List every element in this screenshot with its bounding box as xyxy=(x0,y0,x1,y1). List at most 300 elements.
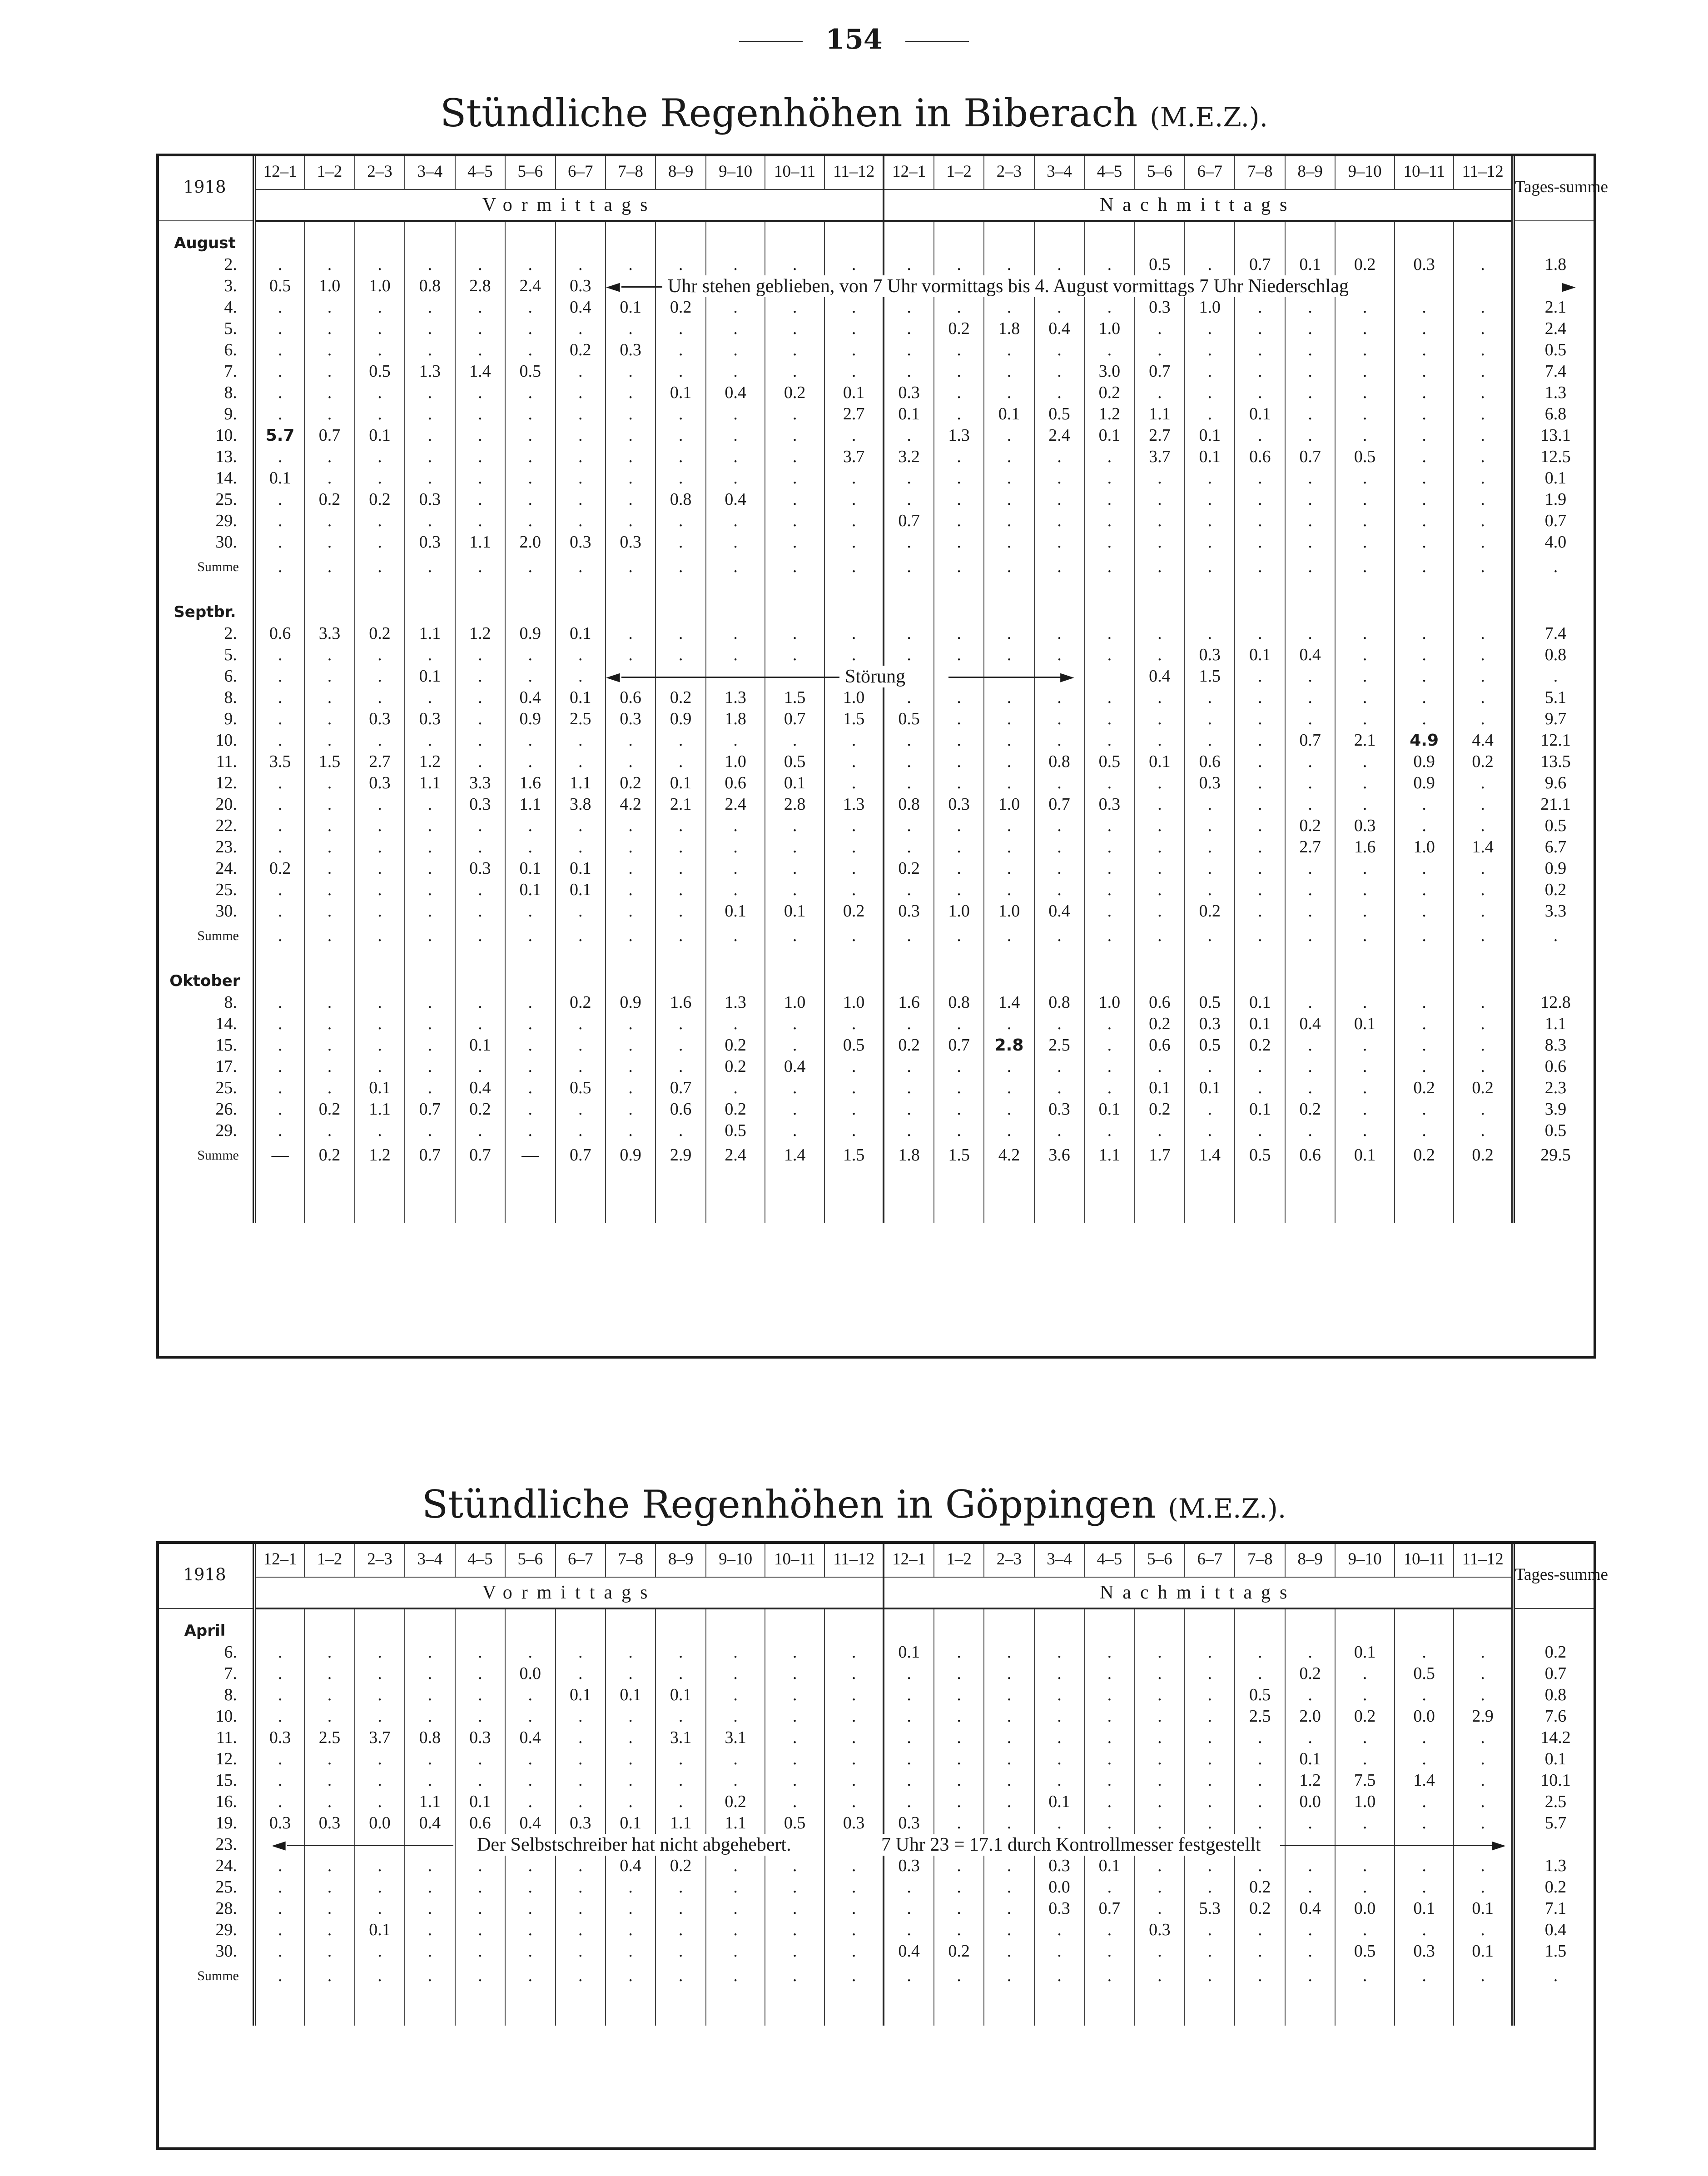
rain-cell xyxy=(1084,666,1134,687)
hour-header-pm: 12–1 xyxy=(884,154,933,189)
rain-cell: . xyxy=(1395,1748,1454,1770)
rain-cell: . xyxy=(1084,1035,1134,1056)
table-row xyxy=(157,1013,1596,1035)
table-row xyxy=(157,339,1596,361)
rain-cell: . xyxy=(706,254,765,275)
rain-cell: 0.6 xyxy=(655,1099,705,1120)
rain-cell: . xyxy=(1135,1855,1185,1877)
sum-cell: . xyxy=(934,922,984,949)
rain-cell: . xyxy=(934,751,984,772)
rain-cell: . xyxy=(606,901,655,922)
rain-cell: . xyxy=(884,532,933,553)
rain-cell: . xyxy=(1454,1919,1513,1941)
sum-cell: 0.2 xyxy=(1395,1141,1454,1169)
rain-cell: 0.1 xyxy=(884,403,933,425)
rain-cell: . xyxy=(405,837,455,858)
rain-cell: . xyxy=(706,815,765,837)
hour-header-pm: 5–6 xyxy=(1135,1541,1185,1577)
sum-cell: . xyxy=(884,1962,933,1989)
table-title-goeppingen: Stündliche Regenhöhen in Göppingen (M.E.Z.). xyxy=(422,1482,1286,1527)
rain-cell: . xyxy=(1395,1013,1454,1035)
sum-label: Summe xyxy=(197,1968,239,1983)
rain-cell: . xyxy=(1285,468,1335,489)
rain-cell: . xyxy=(254,1855,304,1877)
rain-cell: 2.8 xyxy=(765,794,824,815)
daily-total-cell: 0.6 xyxy=(1513,1056,1596,1077)
rain-cell: . xyxy=(884,623,933,644)
rain-cell: . xyxy=(606,1077,655,1099)
rain-cell: 0.8 xyxy=(405,275,455,297)
rain-cell: . xyxy=(556,489,606,510)
rain-cell: 0.1 xyxy=(1454,1941,1513,1962)
sum-label: Summe xyxy=(197,559,239,574)
rain-cell: . xyxy=(984,1941,1034,1962)
sum-cell: . xyxy=(355,553,405,580)
rain-cell: . xyxy=(1235,1791,1285,1813)
rain-cell: . xyxy=(884,1056,933,1077)
rain-cell: . xyxy=(304,879,354,901)
table-row xyxy=(157,254,1596,275)
rain-cell: . xyxy=(884,772,933,794)
rain-cell: . xyxy=(934,1120,984,1141)
rain-cell: . xyxy=(765,1642,824,1663)
rain-cell: . xyxy=(1285,403,1335,425)
rain-cell: . xyxy=(1185,730,1235,751)
rain-cell: . xyxy=(505,1099,555,1120)
rain-cell: . xyxy=(455,297,505,318)
rain-cell: . xyxy=(934,815,984,837)
rain-cell: . xyxy=(824,1120,884,1141)
rain-cell: 0.5 xyxy=(1185,992,1235,1013)
rain-cell: . xyxy=(1185,858,1235,879)
rain-cell: . xyxy=(254,1877,304,1898)
rain-cell: . xyxy=(254,666,304,687)
rain-cell: 2.7 xyxy=(1285,837,1335,858)
rain-cell: . xyxy=(455,403,505,425)
rain-cell: 1.2 xyxy=(1285,1770,1335,1791)
rain-cell: . xyxy=(1395,1877,1454,1898)
hour-header-pm: 4–5 xyxy=(1084,154,1134,189)
daily-total-cell: 12.8 xyxy=(1513,992,1596,1013)
rain-cell: . xyxy=(706,858,765,879)
rain-cell: . xyxy=(765,1791,824,1813)
daily-total-cell: 3.3 xyxy=(1513,901,1596,922)
daily-total-cell: 0.2 xyxy=(1513,1877,1596,1898)
rain-cell: . xyxy=(304,730,354,751)
rain-cell: . xyxy=(934,1013,984,1035)
rain-cell: . xyxy=(455,815,505,837)
rain-cell: 0.5 xyxy=(1395,1663,1454,1684)
rain-cell: . xyxy=(1135,510,1185,532)
rain-cell: . xyxy=(1135,772,1185,794)
rain-cell: . xyxy=(824,772,884,794)
year-label: 1918 xyxy=(157,154,254,221)
rain-cell: . xyxy=(556,425,606,446)
rain-cell: . xyxy=(655,751,705,772)
period-header-row xyxy=(157,189,1596,221)
rain-cell: . xyxy=(884,1663,933,1684)
rain-cell: 0.9 xyxy=(505,623,555,644)
rain-cell: . xyxy=(505,1684,555,1706)
rain-cell: . xyxy=(254,772,304,794)
rain-cell: . xyxy=(1335,1099,1395,1120)
rain-cell: 1.1 xyxy=(405,623,455,644)
rain-cell: . xyxy=(606,1941,655,1962)
rain-cell: . xyxy=(1135,879,1185,901)
rain-cell: . xyxy=(1395,318,1454,339)
rain-cell: 1.1 xyxy=(655,1813,705,1834)
rain-cell: 0.1 xyxy=(1235,644,1285,666)
rain-cell: . xyxy=(556,1855,606,1877)
rain-cell: . xyxy=(984,879,1034,901)
rain-cell: . xyxy=(1285,1877,1335,1898)
rain-cell: 1.0 xyxy=(1395,837,1454,858)
rain-cell: . xyxy=(1454,489,1513,510)
rain-cell: 1.1 xyxy=(505,794,555,815)
rain-cell: 0.2 xyxy=(655,1855,705,1877)
rain-cell: . xyxy=(884,730,933,751)
rain-cell: . xyxy=(884,254,933,275)
rain-cell: . xyxy=(934,446,984,468)
table-row xyxy=(157,361,1596,382)
rain-cell: . xyxy=(1235,1941,1285,1962)
rain-cell: . xyxy=(765,1706,824,1727)
rain-cell: 0.2 xyxy=(355,489,405,510)
rain-cell: . xyxy=(1335,1855,1395,1877)
rain-cell: . xyxy=(455,318,505,339)
rain-cell: . xyxy=(1084,1919,1134,1941)
rain-cell: . xyxy=(884,318,933,339)
rain-cell: . xyxy=(606,1120,655,1141)
rain-cell: . xyxy=(984,1663,1034,1684)
rain-cell: . xyxy=(1185,1056,1235,1077)
rain-cell: 0.4 xyxy=(455,1077,505,1099)
rain-cell: 0.7 xyxy=(304,425,354,446)
rain-cell: . xyxy=(355,254,405,275)
rain-cell: . xyxy=(1185,1855,1235,1877)
rain-cell: . xyxy=(405,1919,455,1941)
rain-cell: . xyxy=(254,1791,304,1813)
rain-cell: 1.0 xyxy=(824,687,884,708)
rain-cell: . xyxy=(765,468,824,489)
hour-header-am: 11–12 xyxy=(824,154,884,189)
rain-cell: 0.7 xyxy=(765,708,824,730)
rain-cell: . xyxy=(606,254,655,275)
rain-cell: 0.4 xyxy=(505,1727,555,1748)
rain-cell: 0.9 xyxy=(606,992,655,1013)
rain-cell: . xyxy=(765,489,824,510)
rain-cell: . xyxy=(824,1642,884,1663)
rain-cell: . xyxy=(1395,382,1454,403)
day-label: 6. xyxy=(224,1643,237,1662)
rain-cell: . xyxy=(254,361,304,382)
rain-cell: . xyxy=(706,1877,765,1898)
rain-cell: . xyxy=(934,708,984,730)
rain-cell: 0.6 xyxy=(1135,992,1185,1013)
rain-cell: . xyxy=(254,446,304,468)
rain-cell: . xyxy=(765,815,824,837)
daily-total-cell: 0.8 xyxy=(1513,1684,1596,1706)
rain-cell: . xyxy=(1285,382,1335,403)
rain-cell: . xyxy=(1084,1941,1134,1962)
rain-cell: 0.5 xyxy=(1084,751,1134,772)
table-row xyxy=(157,1099,1596,1120)
rain-cell: 0.3 xyxy=(1135,297,1185,318)
rain-cell: . xyxy=(304,1706,354,1727)
rain-cell: . xyxy=(355,901,405,922)
rain-cell: . xyxy=(984,1791,1034,1813)
rain-cell: 1.1 xyxy=(405,772,455,794)
rain-cell: . xyxy=(934,532,984,553)
arrow-left-icon: ◄ xyxy=(606,666,620,687)
rain-cell: 0.8 xyxy=(884,794,933,815)
rain-cell: . xyxy=(655,1877,705,1898)
rain-cell: 1.0 xyxy=(934,901,984,922)
daily-total-cell xyxy=(1513,1834,1596,1855)
rain-cell: . xyxy=(1454,901,1513,922)
rain-cell: . xyxy=(984,1056,1034,1077)
rain-cell: . xyxy=(884,1791,933,1813)
note-arrow-line xyxy=(948,677,1062,678)
sum-cell: 0.9 xyxy=(606,1141,655,1169)
table-row xyxy=(157,1748,1596,1770)
sum-cell: . xyxy=(1454,922,1513,949)
rain-cell: . xyxy=(706,446,765,468)
rain-cell: 2.5 xyxy=(1034,1035,1084,1056)
rain-cell: 1.0 xyxy=(1185,297,1235,318)
rain-cell: . xyxy=(1335,339,1395,361)
rain-cell: . xyxy=(355,730,405,751)
rain-cell: . xyxy=(355,1748,405,1770)
rain-cell: . xyxy=(405,1642,455,1663)
rain-cell: 0.1 xyxy=(655,382,705,403)
rain-cell: 1.8 xyxy=(984,318,1034,339)
rain-cell: 0.5 xyxy=(1034,403,1084,425)
biberach-rainfall-table xyxy=(156,154,1608,1223)
rain-cell: 0.2 xyxy=(706,1035,765,1056)
rain-cell: . xyxy=(254,1663,304,1684)
sum-cell: 1.8 xyxy=(884,1141,933,1169)
sum-cell: . xyxy=(984,922,1034,949)
rain-cell: 0.2 xyxy=(884,1035,933,1056)
day-label: 9. xyxy=(224,709,237,728)
rain-cell: . xyxy=(1084,623,1134,644)
rain-cell: . xyxy=(254,403,304,425)
rain-cell: . xyxy=(556,1013,606,1035)
hour-header-pm: 7–8 xyxy=(1235,1541,1285,1577)
rain-cell: . xyxy=(405,879,455,901)
rain-cell: . xyxy=(355,1770,405,1791)
rain-cell: . xyxy=(556,382,606,403)
rain-cell: . xyxy=(706,837,765,858)
sum-cell: . xyxy=(655,553,705,580)
rain-cell: 0.5 xyxy=(765,1813,824,1834)
table-row xyxy=(157,1727,1596,1748)
sum-label: Summe xyxy=(197,1147,239,1163)
rain-cell: . xyxy=(1185,1727,1235,1748)
rain-cell: . xyxy=(765,879,824,901)
rain-cell: . xyxy=(1285,1120,1335,1141)
rain-cell: 0.4 xyxy=(505,1813,555,1834)
rain-cell: . xyxy=(405,1706,455,1727)
rain-cell: . xyxy=(934,1706,984,1727)
sum-cell: . xyxy=(1034,553,1084,580)
hour-header-pm: 10–11 xyxy=(1395,1541,1454,1577)
rain-cell: . xyxy=(1335,403,1395,425)
rain-cell: 0.2 xyxy=(934,318,984,339)
rain-cell: 0.3 xyxy=(455,858,505,879)
rain-cell: . xyxy=(1454,1855,1513,1877)
rain-cell: . xyxy=(1395,297,1454,318)
rain-cell: . xyxy=(706,339,765,361)
rain-cell: . xyxy=(1084,1877,1134,1898)
rain-cell: . xyxy=(1185,532,1235,553)
rain-cell: . xyxy=(1335,510,1395,532)
rain-cell: 0.1 xyxy=(765,772,824,794)
day-label: 29. xyxy=(215,1920,237,1939)
rain-cell: 0.7 xyxy=(1285,730,1335,751)
rain-cell: . xyxy=(254,1748,304,1770)
rain-cell: . xyxy=(824,1684,884,1706)
rain-cell: . xyxy=(1084,1748,1134,1770)
rain-cell: . xyxy=(765,1035,824,1056)
rain-cell: . xyxy=(606,425,655,446)
rain-cell: . xyxy=(1335,794,1395,815)
rain-cell: 0.3 xyxy=(1185,772,1235,794)
rain-cell: 0.1 xyxy=(1335,1013,1395,1035)
rain-cell: . xyxy=(556,901,606,922)
rain-cell: 0.4 xyxy=(405,1813,455,1834)
rain-cell: 0.2 xyxy=(1285,1663,1335,1684)
rain-cell: . xyxy=(254,879,304,901)
rain-cell: . xyxy=(1395,446,1454,468)
rain-cell: . xyxy=(304,858,354,879)
daily-total-cell: 0.2 xyxy=(1513,1642,1596,1663)
hour-header-pm: 6–7 xyxy=(1185,154,1235,189)
rain-cell: . xyxy=(304,1898,354,1919)
rain-cell: . xyxy=(1285,879,1335,901)
sum-cell: . xyxy=(765,553,824,580)
day-label: 9. xyxy=(224,404,237,423)
rain-cell: 1.6 xyxy=(505,772,555,794)
rain-cell: . xyxy=(1335,666,1395,687)
table-row xyxy=(157,901,1596,922)
rain-cell: . xyxy=(934,1099,984,1120)
rain-cell: . xyxy=(706,1748,765,1770)
rain-cell: . xyxy=(556,751,606,772)
sum-cell: . xyxy=(884,553,933,580)
rain-cell: . xyxy=(824,1706,884,1727)
rain-cell: . xyxy=(1395,1642,1454,1663)
rain-cell: . xyxy=(355,794,405,815)
rain-cell: . xyxy=(556,1770,606,1791)
table-row xyxy=(157,489,1596,510)
rain-cell: . xyxy=(304,1855,354,1877)
rain-cell: . xyxy=(606,1706,655,1727)
rain-cell: . xyxy=(824,837,884,858)
rain-cell: . xyxy=(405,1770,455,1791)
sum-cell: 0.7 xyxy=(405,1141,455,1169)
rain-cell: 0.1 xyxy=(1185,1077,1235,1099)
rain-cell: 0.3 xyxy=(884,1855,933,1877)
rain-cell: 3.0 xyxy=(1084,361,1134,382)
sum-cell: . xyxy=(934,553,984,580)
sum-cell: . xyxy=(1235,922,1285,949)
sum-cell: . xyxy=(505,922,555,949)
rain-cell: . xyxy=(1034,1684,1084,1706)
rain-cell: . xyxy=(455,1013,505,1035)
daily-total-cell: 7.6 xyxy=(1513,1706,1596,1727)
daily-total-cell: 9.6 xyxy=(1513,772,1596,794)
rain-cell: . xyxy=(984,1813,1034,1834)
rain-cell: 2.1 xyxy=(1335,730,1395,751)
rain-cell: . xyxy=(1395,1727,1454,1748)
rain-cell: 0.2 xyxy=(934,1941,984,1962)
rain-cell: . xyxy=(1454,1791,1513,1813)
rain-cell: 0.8 xyxy=(934,992,984,1013)
rain-cell: . xyxy=(304,1748,354,1770)
rain-cell: 1.0 xyxy=(706,751,765,772)
rain-cell: . xyxy=(706,623,765,644)
rain-cell: . xyxy=(455,510,505,532)
rain-cell: . xyxy=(505,992,555,1013)
rain-cell: . xyxy=(1395,1791,1454,1813)
rain-cell: . xyxy=(304,1120,354,1141)
rain-cell: . xyxy=(1454,1035,1513,1056)
rain-cell: . xyxy=(606,1642,655,1663)
rain-cell: . xyxy=(706,1941,765,1962)
rain-cell: 7.5 xyxy=(1335,1770,1395,1791)
rain-cell: . xyxy=(765,297,824,318)
rain-cell: . xyxy=(455,446,505,468)
rain-cell: 0.3 xyxy=(824,1813,884,1834)
rain-cell: . xyxy=(1395,794,1454,815)
rain-cell: . xyxy=(355,1791,405,1813)
table-row xyxy=(157,1663,1596,1684)
rain-cell: 0.2 xyxy=(1335,254,1395,275)
rain-cell: . xyxy=(505,644,555,666)
rain-cell: . xyxy=(455,687,505,708)
rain-cell: . xyxy=(1395,858,1454,879)
rain-cell: 0.3 xyxy=(1135,1919,1185,1941)
day-label: 28. xyxy=(215,1899,237,1918)
rain-cell: . xyxy=(1135,1706,1185,1727)
rain-cell: . xyxy=(984,1684,1034,1706)
rain-cell: . xyxy=(1084,772,1134,794)
rain-cell: . xyxy=(1285,901,1335,922)
rain-cell: . xyxy=(984,1748,1034,1770)
rain-cell: . xyxy=(934,254,984,275)
rain-cell: . xyxy=(505,815,555,837)
rain-cell: 0.4 xyxy=(1285,1898,1335,1919)
rain-cell: . xyxy=(884,1770,933,1791)
rain-cell: . xyxy=(934,687,984,708)
table-row xyxy=(157,837,1596,858)
hour-header-am: 12–1 xyxy=(254,1541,304,1577)
rain-cell: . xyxy=(455,1684,505,1706)
rain-cell: . xyxy=(934,1748,984,1770)
table-row xyxy=(157,1855,1596,1877)
rain-cell: . xyxy=(1235,901,1285,922)
table-row xyxy=(157,1791,1596,1813)
rain-cell: . xyxy=(1335,1684,1395,1706)
rain-cell: . xyxy=(1454,403,1513,425)
rain-cell: . xyxy=(655,1013,705,1035)
rain-cell: 0.1 xyxy=(1285,1748,1335,1770)
rain-cell: 1.0 xyxy=(1084,318,1134,339)
rain-cell: . xyxy=(1285,992,1335,1013)
table-row xyxy=(157,1684,1596,1706)
